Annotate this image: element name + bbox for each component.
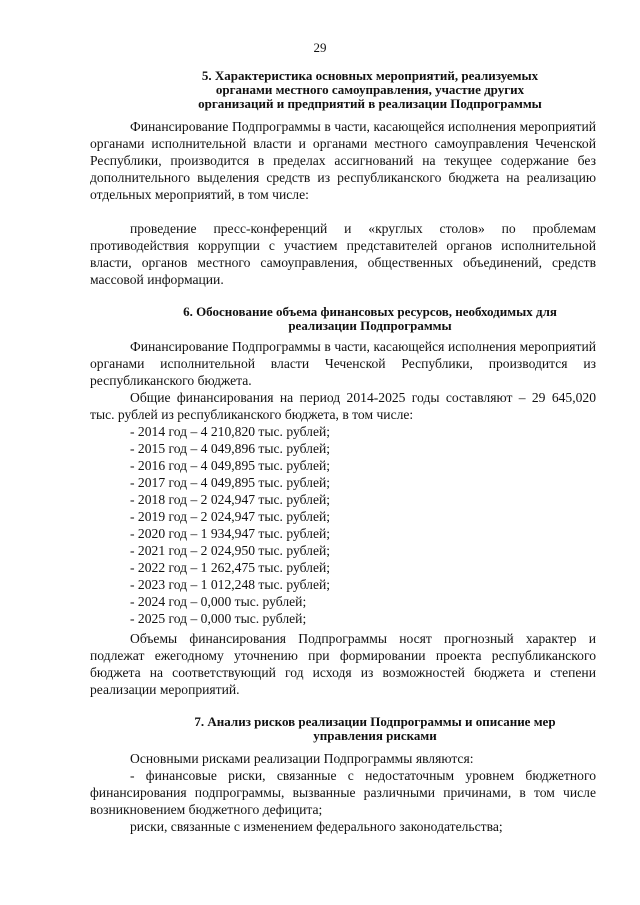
section-7-paragraph-1: Основными рисками реализации Подпрограммы являются: (130, 751, 474, 766)
section-5-heading-line-2: органами местного самоуправления, участие других (215, 82, 525, 97)
section-6-heading-line-1: 6. Обоснование объема финансовых ресурсов, необходимых для (183, 304, 557, 319)
section-7-paragraph-2: - финансовые риски, связанные с недостаточным уровнем бюджетного финансирования подпрограммы, вызванные различными причинами, в том числе возникновением бюджетного дефицита; (90, 768, 596, 817)
list-item: - 2015 год – 4 049,896 тыс. рублей; (130, 441, 331, 456)
section-6-paragraph-1: Финансирование Подпрограммы в части, касающейся исполнения мероприятий органами исполнительной власти Чеченской Республики, производится из республиканского бюджета. (90, 339, 596, 388)
section-7-paragraph-3: риски, связанные с изменением федерального законодательства; (130, 819, 503, 834)
list-item: - 2014 год – 4 210,820 тыс. рублей; (130, 424, 331, 439)
list-item: - 2018 год – 2 024,947 тыс. рублей; (130, 492, 331, 507)
section-7-heading-line-2: управления рисками (313, 728, 437, 743)
section-5-paragraph-2: проведение пресс-конференций и «круглых столов» по проблемам противодействия коррупции с участием представителей органов исполнительной власти, органов местного самоуправления, общественных объединений, средств массовой информации. (90, 221, 596, 287)
list-item: - 2023 год – 1 012,248 тыс. рублей; (130, 577, 331, 592)
list-item: - 2025 год – 0,000 тыс. рублей; (130, 611, 307, 626)
funding-by-year-list (130, 423, 330, 627)
list-item: - 2021 год – 2 024,950 тыс. рублей; (130, 543, 331, 558)
section-7-heading-line-1: 7. Анализ рисков реализации Подпрограммы и описание мер (194, 714, 556, 729)
section-5-paragraph-1: Финансирование Подпрограммы в части, касающейся исполнения мероприятий органами исполнительной власти и органами местного самоуправления Чеченской Республики, производится в пределах ассигнований на текущее содержание без дополнительного выделения средств из республиканского бюджета на реализацию отдельных мероприятий, в том числе: (90, 119, 596, 202)
section-6-paragraph-2: Общие финансирования на период 2014-2025 годы составляют – 29 645,020 тыс. рублей из республиканского бюджета, в том числе: (90, 390, 596, 422)
list-item: - 2020 год – 1 934,947 тыс. рублей; (130, 526, 331, 541)
list-item: - 2019 год – 2 024,947 тыс. рублей; (130, 509, 331, 524)
page-number: 29 (313, 40, 327, 55)
list-item: - 2016 год – 4 049,895 тыс. рублей; (130, 458, 331, 473)
section-6-heading-line-2: реализации Подпрограммы (288, 318, 452, 333)
section-6-paragraph-3: Объемы финансирования Подпрограммы носят прогнозный характер и подлежат ежегодному уточнению при формировании проекта республиканского бюджета на соответствующий год исходя из возможностей бюджета и степени реализации мероприятий. (90, 631, 596, 697)
list-item: - 2022 год – 1 262,475 тыс. рублей; (130, 560, 331, 575)
list-item: - 2024 год – 0,000 тыс. рублей; (130, 594, 307, 609)
section-5-heading-line-3: организаций и предприятий в реализации Подпрограммы (198, 96, 542, 111)
list-item: - 2017 год – 4 049,895 тыс. рублей; (130, 475, 331, 490)
section-5-heading-line-1: 5. Характеристика основных мероприятий, реализуемых (201, 68, 539, 83)
